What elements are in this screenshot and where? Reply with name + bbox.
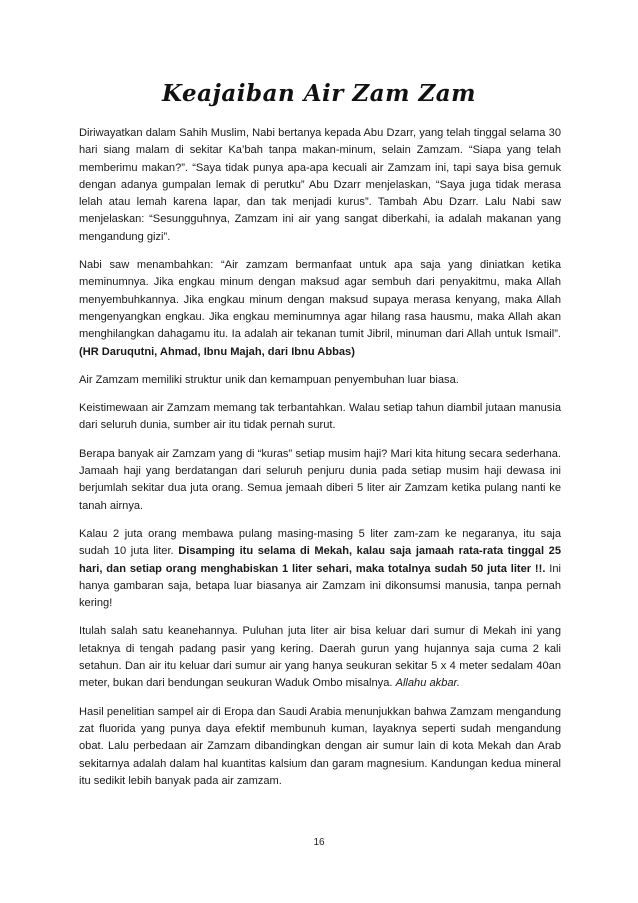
paragraph-1: Diriwayatkan dalam Sahih Muslim, Nabi bertanya kepada Abu Dzarr, yang telah tinggal selama 30 hari siang malam di sekitar Ka’bah tanpa makan-minum, selain Zamzam. “Siapa yang telah memberimu makan?”. “Saya tidak punya apa-apa kecuali air Zamzam ini, tapi saya bisa gemuk dengan adanya gumpalan lemak di perutku” Abu Dzarr menjelaskan, “Saya juga tidak merasa lelah atau lemah karena lapar, dan tak menjadi kurus”. Tambah Abu Dzarr. Lalu Nabi saw menjelaskan: “Sesungguhnya, Zamzam ini air yang sangat diberkahi, ia adalah makanan yang mengandung gizi”. <box>79 127 561 243</box>
page-title: Keajaiban Air Zam Zam <box>162 80 476 107</box>
paragraph-5: Berapa banyak air Zamzam yang di “kuras” setiap musim haji? Mari kita hitung secara sederhana. Jamaah haji yang berdatangan dari seluruh penjuru dunia pada setiap musim haji dewasa ini berjumlah sekitar dua juta orang. Semua jemaah diberi 5 liter air Zamzam ketika pulang nanti ke tanah airnya. <box>79 447 561 512</box>
paragraph-7-text: Itulah salah satu keanehannya. Puluhan juta liter air bisa keluar dari sumur di Mekah ini yang letaknya di tengah padang pasir yang kering. Daerah gurun yang hujannya saja cuma 2 kali setahun. Dan air itu keluar dari sumur air yang hanya seukuran sekitar 5 x 4 meter sedalam 40an meter, bukan dari bendungan seukuran Waduk Ombo misalnya. <box>79 625 561 690</box>
hadith-citation: (HR Daruqutni, Ahmad, Ibnu Majah, dari Ibnu Abbas) <box>79 345 355 358</box>
paragraph-2 <box>79 257 561 361</box>
paragraph-4: Keistimewaan air Zamzam memang tak terbantahkan. Walau setiap tahun diambil jutaan manusia dari seluruh dunia, sumber air itu tidak pernah surut. <box>79 402 561 432</box>
paragraph-7 <box>79 623 561 692</box>
paragraph-3: Air Zamzam memiliki struktur unik dan kemampuan penyembuhan luar biasa. <box>79 373 459 386</box>
paragraph-6-end: Ini hanya gambaran saja, betapa luar biasanya air Zamzam ini dikonsumsi manusia, tanpa pernah kering! <box>79 562 561 610</box>
paragraph-7-italic: Allahu akbar. <box>395 677 460 690</box>
paragraph-8: Hasil penelitian sampel air di Eropa dan Saudi Arabia menunjukkan bahwa Zamzam mengandung zat fluorida yang punya daya efektif membunuh kuman, layaknya seperti sudah mengandung obat. Lalu perbedaan air Zamzam dibandingkan dengan air sumur lain di kota Mekah dan Arab sekitarnya adalah dalam hal kuantitas kalsium dan garam magnesium. Kandungan kedua mineral itu sedikit lebih banyak pada air zamzam. <box>79 705 561 787</box>
paragraph-2-text: Nabi saw menambahkan: “Air zamzam bermanfaat untuk apa saja yang diniatkan ketika meminumnya. Jika engkau minum dengan maksud agar sembuh dari penyakitmu, maka Allah menyembuhkannya. Jika engkau minum dengan maksud supaya merasa kenyang, maka Allah mengenyangkan engkau. Jika engkau meminumnya agar hilang rasa hausmu, maka Allah akan menghilangkan dahagamu itu. Ia adalah air tekanan tumit Jibril, minuman dari Allah untuk Ismail”. <box>79 259 561 341</box>
body-text <box>79 125 561 801</box>
paragraph-6-bold: Disamping itu selama di Mekah, kalau saja jamaah rata-rata tinggal 25 hari, dan setiap orang menghabiskan 1 liter sehari, maka totalnya sudah 50 juta liter !!. <box>79 545 561 575</box>
paragraph-6 <box>79 526 561 612</box>
page-number: 16 <box>313 837 325 848</box>
paragraph-6-start: Kalau 2 juta orang membawa pulang masing-masing 5 liter zam-zam ke negaranya, itu saja sudah 10 juta liter. <box>79 527 561 558</box>
